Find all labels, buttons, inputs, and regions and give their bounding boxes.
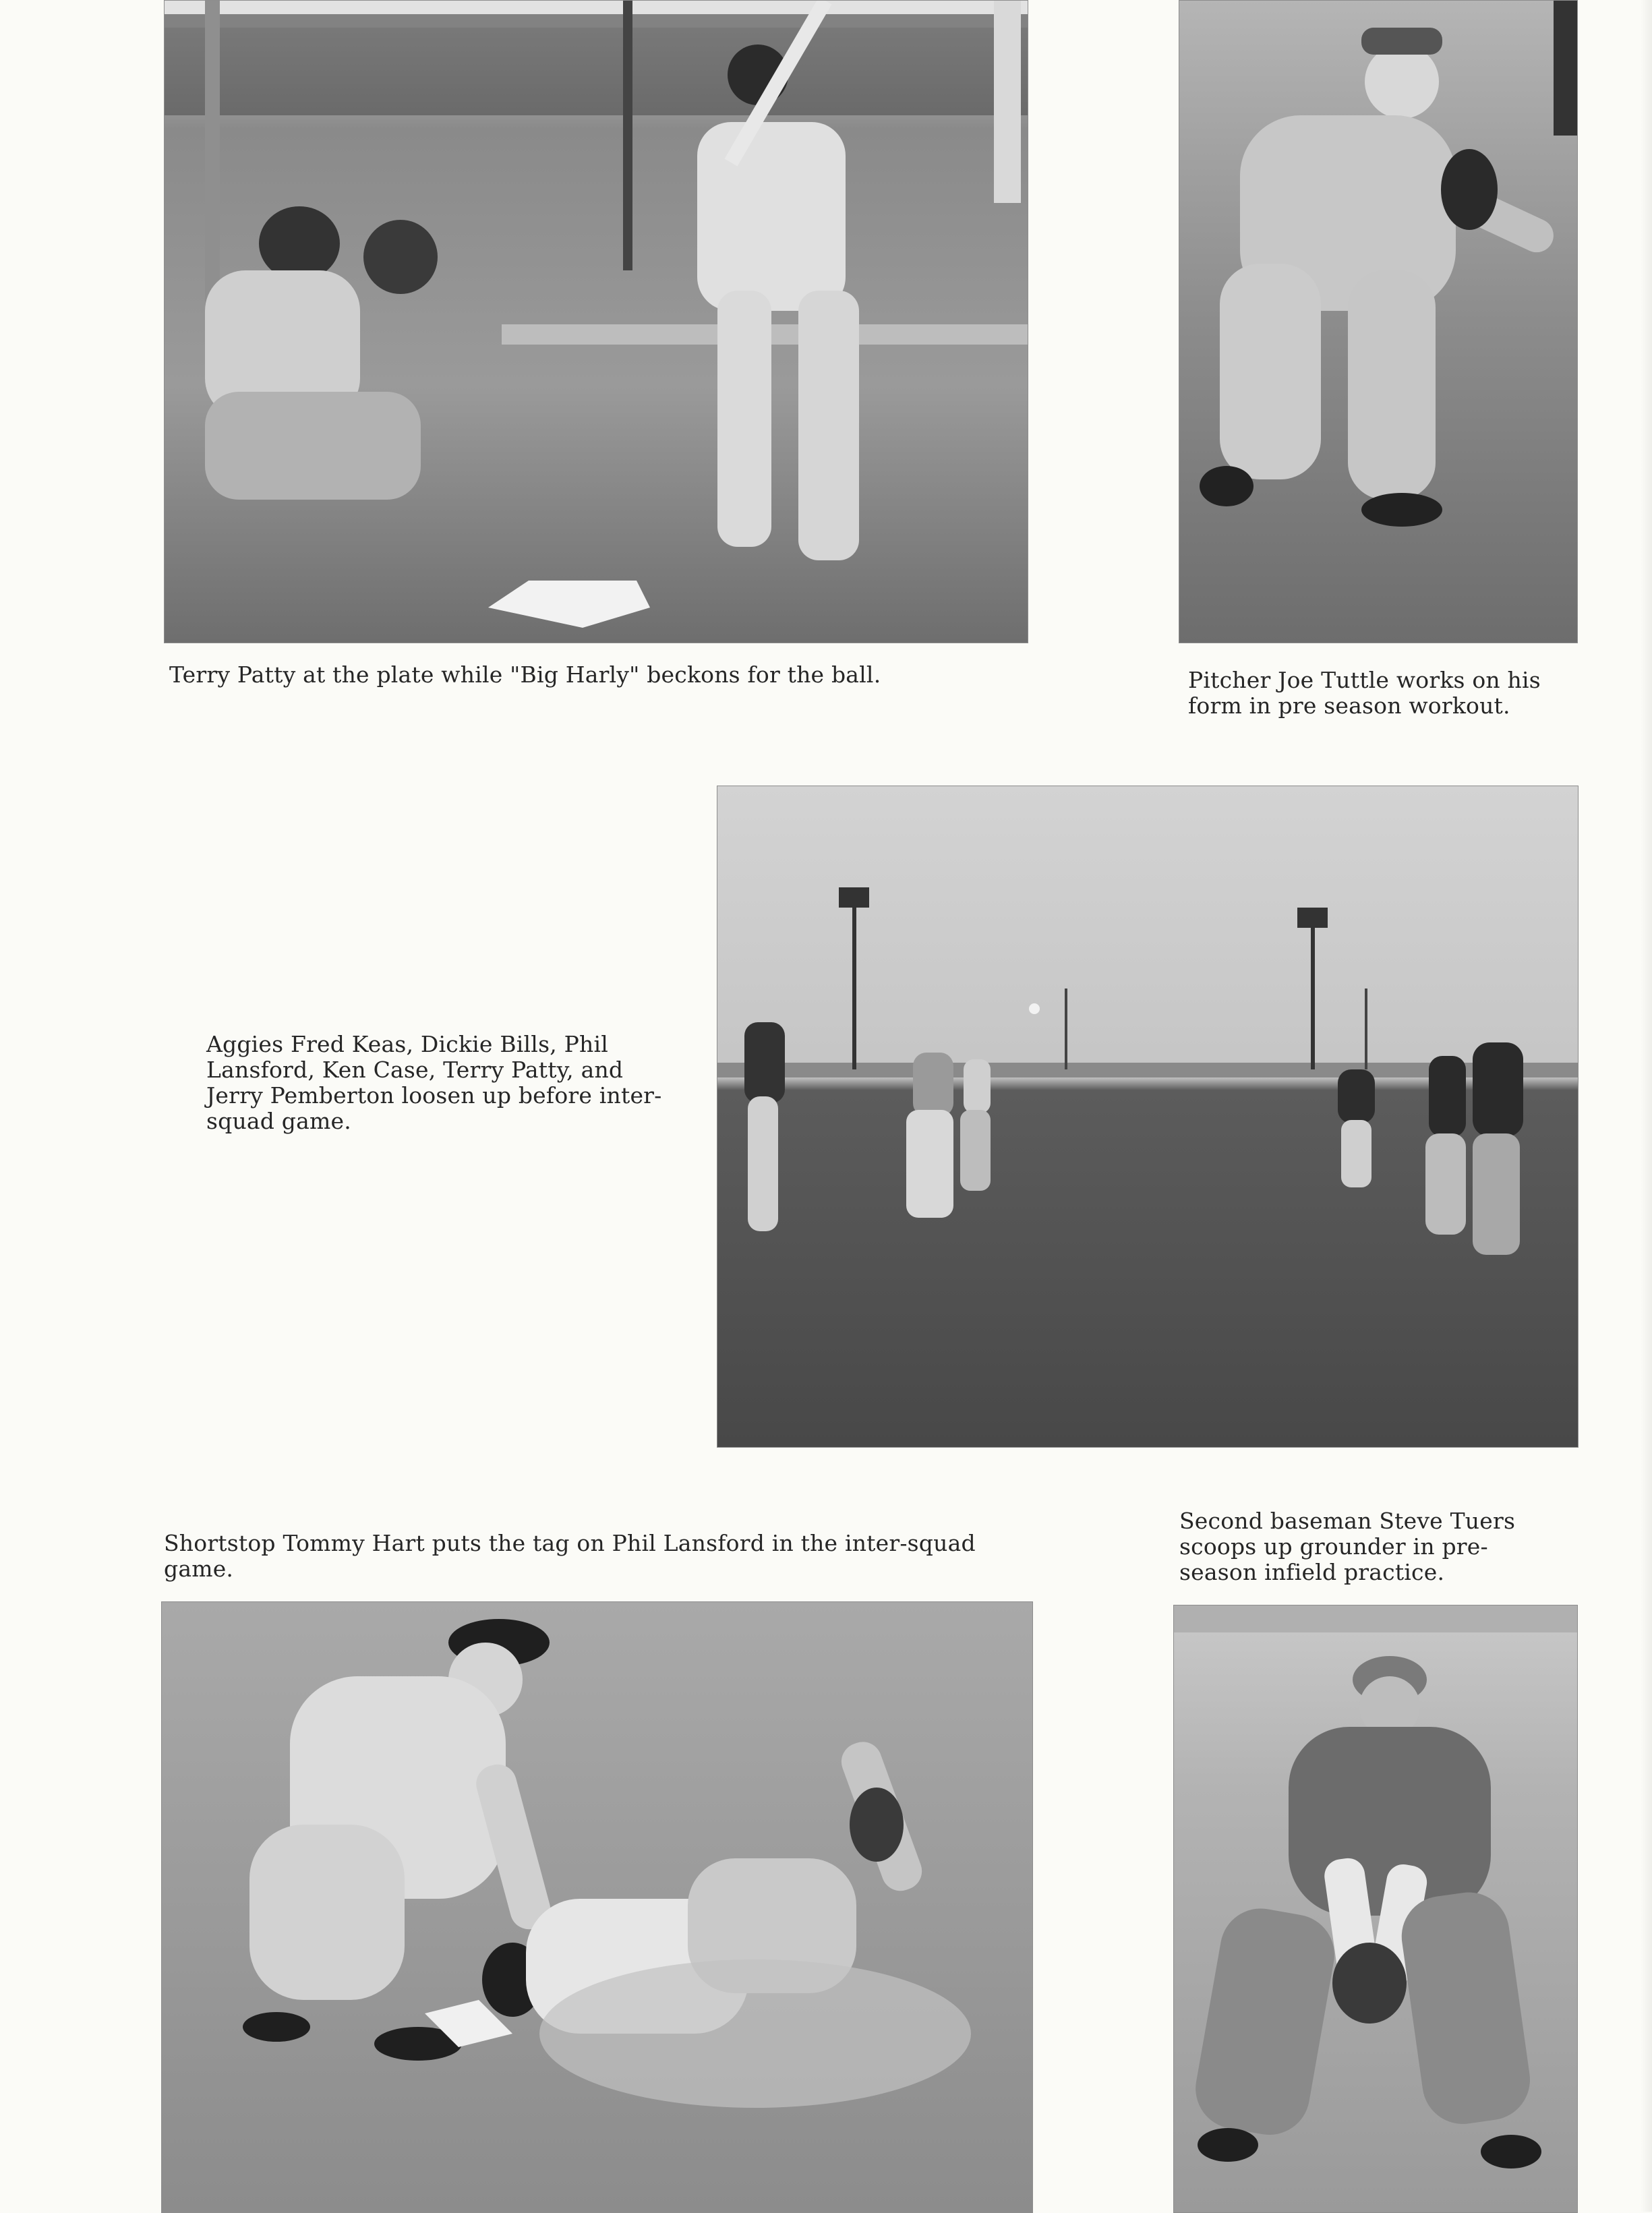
caption-warmup: Aggies Fred Keas, Dickie Bills, Phil Lansford, Ken Case, Terry Patty, and Jerry Pemberton loosen up before inter-squad game. xyxy=(206,1031,662,1134)
batter-catcher-image xyxy=(165,1,1028,643)
photo-warmup xyxy=(717,786,1579,1448)
pitcher-image xyxy=(1179,1,1577,643)
page-edge-shadow xyxy=(1640,0,1652,2212)
warmup-image xyxy=(717,786,1578,1447)
photo-grounder xyxy=(1173,1605,1578,2213)
caption-pitcher: Pitcher Joe Tuttle works on his form in pre season workout. xyxy=(1188,667,1541,719)
photo-pitcher xyxy=(1179,0,1578,643)
caption-tag: Shortstop Tommy Hart puts the tag on Phil Lansford in the inter-squad game. xyxy=(164,1530,976,1582)
caption-grounder: Second baseman Steve Tuers scoops up grounder in pre-season infield practice. xyxy=(1179,1508,1516,1585)
caption-batter: Terry Patty at the plate while "Big Harly" beckons for the ball. xyxy=(169,661,881,688)
tag-play-image xyxy=(162,1602,1032,2212)
photo-batter-catcher xyxy=(164,0,1028,643)
photo-tag-play xyxy=(161,1601,1033,2213)
grounder-image xyxy=(1174,1605,1577,2212)
